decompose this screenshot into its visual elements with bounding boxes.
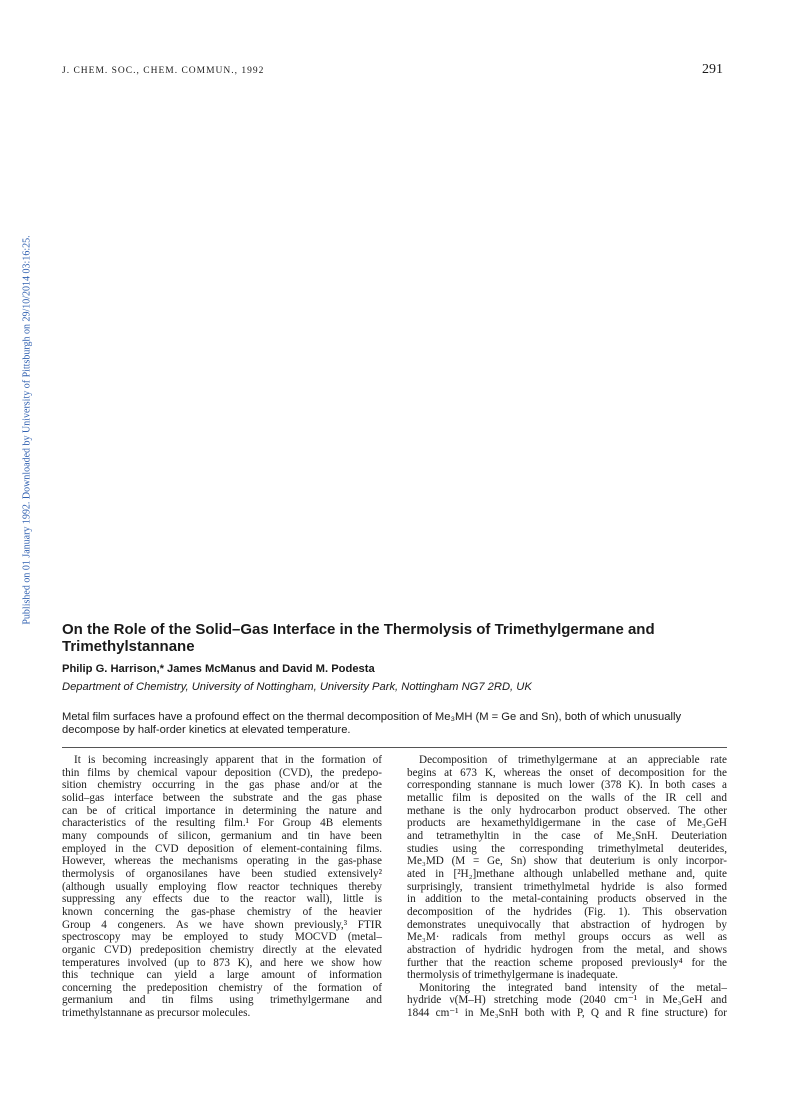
section-divider <box>62 747 727 748</box>
text-line: Me₃M· radicals from methyl groups occurs as well as <box>407 931 727 944</box>
text-line: characteristics of the resulting film.¹ For Group 4B elements <box>62 817 382 830</box>
body-paragraph <box>62 754 382 1020</box>
text-line: Group 4 congeners. As we have shown previously,³ FTIR <box>62 918 382 931</box>
article-title: On the Role of the Solid–Gas Interface in the Thermolysis of Trimethylgermane and Trimethylstannane <box>62 621 655 655</box>
page-number: 291 <box>702 62 723 77</box>
text-line: spectroscopy may be employed to study MOCVD (metal– <box>62 931 382 944</box>
affiliation: Department of Chemistry, University of Nottingham, University Park, Nottingham NG7 2RD, UK <box>62 681 532 693</box>
text-line: further that the reaction scheme proposed previously⁴ for the <box>407 956 727 969</box>
text-line: demonstrates unequivocally that abstraction of hydrogen by <box>407 918 727 931</box>
text-line: abstraction of hydridic hydrogen from the metal, and shows <box>407 943 727 956</box>
text-line: thermolysis of organosilanes have been studied extensively² <box>62 867 382 880</box>
text-line: concerning the predeposition chemistry of the formation of <box>62 981 382 994</box>
text-line: Monitoring the integrated band intensity of the metal– <box>419 981 727 994</box>
body-column-right <box>407 754 727 1020</box>
text-line: (although usually employing flow reactor techniques thereby <box>62 880 382 893</box>
text-line: products are hexamethyldigermane in the case of Me₃GeH <box>407 817 727 830</box>
text-line: temperatures involved (up to 873 K), and here we show how <box>62 956 382 969</box>
text-line: sition chemistry occurring in the gas phase and/or at the <box>62 779 382 792</box>
text-line: methane is the only hydrocarbon product observed. The other <box>407 804 727 817</box>
text-line: hydride ν(M–H) stretching mode (2040 cm⁻¹ in Me₃GeH and <box>407 994 727 1007</box>
text-line: 1844 cm⁻¹ in Me₃SnH both with P, Q and R fine structure) for <box>407 1007 727 1020</box>
text-line: studies using the corresponding trimethylmetal deuterides, <box>407 842 727 855</box>
authors: Philip G. Harrison,* James McManus and David M. Podesta <box>62 663 375 675</box>
text-line: ated in [²H₂]methane although unlabelled methane and, quite <box>407 867 727 880</box>
text-line: Me₃MD (M = Ge, Sn) show that deuterium is only incorpor- <box>407 855 727 868</box>
text-line: Decomposition of trimethylgermane at an appreciable rate <box>419 754 727 766</box>
text-line: decomposition of the hydrides (Fig. 1). This observation <box>407 905 727 918</box>
text-line: suppressing any effects due to the reactor wall), little is <box>62 893 382 906</box>
text-line: can be of critical importance in determining the nature and <box>62 804 382 817</box>
download-stamp-text: Published on 01 January 1992. Downloaded by University of Pittsburgh on 29/10/2014 03:16:25. <box>21 235 33 625</box>
text-line: trimethylstannane as precursor molecules. <box>62 1007 251 1020</box>
download-stamp <box>19 200 35 660</box>
text-line: However, whereas the mechanisms operating in the gas-phase <box>62 855 382 868</box>
body-paragraph <box>407 754 727 982</box>
text-line: thermolysis of trimethylgermane is inadequate. <box>407 969 618 982</box>
text-line: in addition to the metal-containing products observed in the <box>407 893 727 906</box>
text-line: corresponding stannane is much lower (378 K). In both cases a <box>407 779 727 792</box>
running-head: J. CHEM. SOC., CHEM. COMMUN., 1992 <box>62 66 265 76</box>
text-line: organic CVD) predeposition chemistry directly at the elevated <box>62 943 382 956</box>
text-line: germanium and tin films using trimethylgermane and <box>62 994 382 1007</box>
abstract: Metal film surfaces have a profound effect on the thermal decomposition of Me₃MH (M = Ge and Sn), both of which unusually decompose by half-order kinetics at elevated temperature. <box>62 711 682 736</box>
body-paragraph <box>407 982 727 1020</box>
text-line: employed in the CVD deposition of element-containing films. <box>62 842 382 855</box>
text-line: metallic film is deposited on the walls of the IR cell and <box>407 791 727 804</box>
text-line: It is becoming increasingly apparent that in the formation of <box>74 754 382 766</box>
text-line: surprisingly, transient trimethylmetal hydride is also formed <box>407 880 727 893</box>
text-line: solid–gas interface between the substrate and the gas phase <box>62 791 382 804</box>
body-column-left <box>62 754 382 1020</box>
text-line: known concerning the gas-phase chemistry of the heavier <box>62 905 382 918</box>
text-line: thin films by chemical vapour deposition (CVD), the predepo- <box>62 766 382 779</box>
text-line: many compounds of silicon, germanium and tin have been <box>62 829 382 842</box>
text-line: this technique can yield a large amount of information <box>62 969 382 982</box>
text-line: and tetramethyltin in the case of Me₃SnH. Deuteriation <box>407 829 727 842</box>
text-line: begins at 673 K, whereas the onset of decomposition for the <box>407 766 727 779</box>
